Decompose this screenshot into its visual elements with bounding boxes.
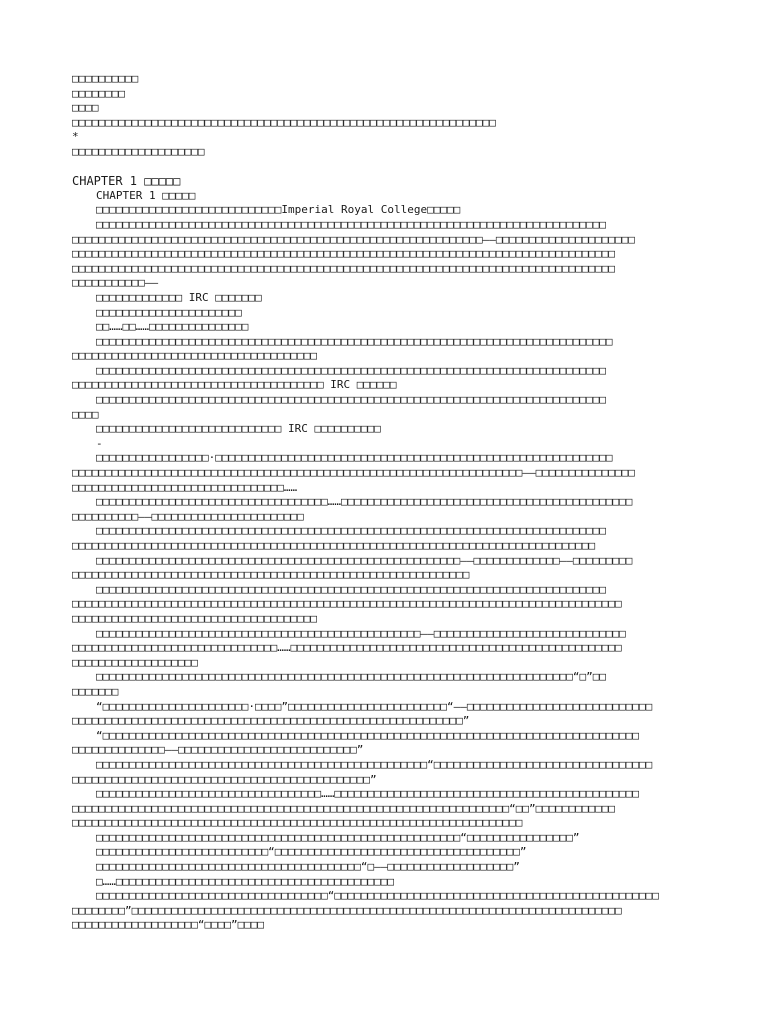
paragraph-line: □□□□□□□□”□□□□□□□□□□□□□□□□□□□□□□□□□□□□□□□□□□□□□□□□□□□□□□□□□□□□□□□□□□□□□□□□□□□□□□□□□□ (72, 903, 622, 917)
chapter-text (72, 189, 712, 933)
paragraph-line: □□□□□□□□□□□□□□□□□□□□□□□□□□□□□□□□□□□□□□□□□□□□□□□□□□□□□□□□□□□□□□□□□□□□□□□□“□”□□ (96, 670, 606, 684)
spacer (72, 160, 712, 175)
paragraph-line: □□□□□□□□□□□□□□□□□□□□□□□□□□□□□□□□□□□□□□□□□□□□□□□□□□□□□□□□□□□□□□□□□□□□□□□□□□□□□ (96, 582, 606, 596)
header-line: * (72, 130, 79, 144)
paragraph-line: □□□□□□□□□□□□□□□□□□□□□□□□□□□□□□□□□□□□□□□□□□□□□□□□□□□□□□□“□□□□□□□□□□□□□□□□” (96, 830, 580, 844)
paragraph-line: □□□□□□□□□□□□□□□□□□□□□□□□□□□□□□□□…… (72, 480, 298, 494)
paragraph-line: □□□□ (72, 407, 99, 421)
paragraph-line: □□□□□□□□□□□□□□□□□□□□□□□□□□□□□□□□□□□□□□□□□□□□□□□□□□□□□□□□□□□□□□□□□□□□□□□□□□□□□□□□□□ (72, 247, 616, 261)
header-line: □□□□□□□□□□ (72, 72, 139, 85)
header-line: □□□□□□□□ (72, 86, 125, 100)
header-line: □□□□□□□□□□□□□□□□□□□□ (72, 144, 205, 158)
paragraph-line: CHAPTER 1 □□□□□ (96, 188, 196, 202)
paragraph-line: □□□□□□□□□□□□□□□□□□□□□□□□□□□□□□□□□□□□□□□□□□□□□□□□□□□□□□□□□□□□□□□□□□□□□□□□□□□□□ (96, 363, 606, 377)
chapter-heading: CHAPTER 1 □□□□□ (72, 174, 181, 189)
header-line: □□□□ (72, 101, 99, 115)
paragraph-line: □□□□□□□□□□□□□□□□□□□□□□□□□□□□□□□□□□□□□□□□□□□□□□□□□□□□□□□□□□□□□□——□□□□□□□□□□□□□□□□□□□□□ (72, 232, 635, 246)
paragraph-line: □□□□□□□□□□□□□□——□□□□□□□□□□□□□□□□□□□□□□□□□□□” (72, 743, 364, 757)
paragraph-line: □□□□□□□□□□□□□□□□□□□ (72, 655, 198, 669)
paragraph-line: □□□□□□□□□□□□□□□□□□□□□□□□□□□□□□□□□□□□□□□□“□——□□□□□□□□□□□□□□□□□□□” (96, 860, 520, 874)
paragraph-line: □□□□□□□□□□□□□□□□□□□□□□□□□□□□□□□□□□□□□□□□□□□□□□□□□□“□□□□□□□□□□□□□□□□□□□□□□□□□□□□□□□□□ (96, 757, 653, 771)
paragraph-line: “□□□□□□□□□□□□□□□□□□□□□□□□□□□□□□□□□□□□□□□□□□□□□□□□□□□□□□□□□□□□□□□□□□□□□□□□□□□□□□□□□ (96, 728, 640, 742)
paragraph-line: □□□□□□□□□□□□□ IRC □□□□□□□ (96, 290, 262, 304)
paragraph-line: □□□□□□□□□□□—— (72, 276, 159, 290)
paragraph-line: □□□□□□□□□□□□□□□□□□□□□□□□□□□□□□□□□□□□□□□□□□□□□□□□□□□□□□□□□□□□□□□□□□□□□□□□□□□□□□□□□□ (72, 261, 616, 275)
document-body (72, 72, 712, 933)
paragraph-line: □□□□□□□□□□□□□□□□□□□□□□□□□□□□□□□□□□□□□□□□□□□□□□□□□□□□□□□——□□□□□□□□□□□□□——□□□□□□□□□ (96, 553, 633, 567)
paragraph-line: □□……□□……□□□□□□□□□□□□□□□ (96, 320, 249, 334)
paragraph-line: □□□□□□□□□□□□□□□□□□□□□□□□□□□□□□□□□□□□□□□□□□□□□□□□□□□□□□□□□□□□□□□□□□□□——□□□□□□□□□□□□□□□ (72, 466, 635, 480)
paragraph-line: □□□□□□□□□□□□□□□□□□□□□□□□□□□□□□□□□□□□□□□□□□□□□□□□□□□□□□□□□□□□□□□□□□□□□□□□□□□□□ (96, 524, 606, 538)
paragraph-line: □□□□□□□□□□□□□□□□□□□□□□□□□□□□□□□□□□□□□□□□□□□□□” (72, 772, 377, 786)
paragraph-line: “□□□□□□□□□□□□□□□□□□□□□□·□□□□”□□□□□□□□□□□□□□□□□□□□□□□□“——□□□□□□□□□□□□□□□□□□□□□□□□□□□□ (96, 699, 653, 713)
paragraph-line: □□□□□□□□□□□□□□□□□□□□□□□□□□□□□□□□□□□□□□□□□□□□□□□□□□□□□□□□□□□□□□□□□□□□□□□□□□□□□ (96, 217, 606, 231)
header-line: □□□□□□□□□□□□□□□□□□□□□□□□□□□□□□□□□□□□□□□□□□□□□□□□□□□□□□□□□□□□□□□□ (72, 115, 496, 129)
paragraph-line: □□□□□□□□□□□□□□□□□□□□□□□□□□□□□□□□□□□“□□□□□□□□□□□□□□□□□□□□□□□□□□□□□□□□□□□□□□□□□□□□□□□□□ (96, 889, 659, 903)
paragraph-line: □□□□□□□□□□□□□□□□□□□□□□□□□□□□□□□□□□□□□□□□□□□□□□□□□□□□□□□□□□□□□□□□□□“□□”□□□□□□□□□□□□ (72, 801, 616, 815)
paragraph-line: □□□□□□□□□□□□□□□□□□□□□□□□□□□□□□□□□□□□□□□□□□□□□□□□□□□□□□□□□□□□□□□□□□□□□□□□□□□□□□□□□□□ (72, 597, 622, 611)
paragraph-line: □□□□□□□□□□□□□□□□□□□□□□□□□□□□□□□□□□□□□□□□□□□□□□□□□□□□□□□□□□□□□□□□□□□□□□□□□□□□□□□ (72, 539, 596, 552)
paragraph-line: □□□□□□□□□□□□□□□□□□□□□□□□□□□□□□□□□□□□□□□□□□□□□□□□□□□□□□□□□□□□□□□□□□□□□□□□□□□□□□ (96, 334, 613, 348)
paragraph-line: □□□□□□□□□□□□□□□□□□□□□□□□□□□□□□□□□□□……□□□□□□□□□□□□□□□□□□□□□□□□□□□□□□□□□□□□□□□□□□□□ (96, 495, 633, 509)
paragraph-line: □□□□□□□□□□□□□□□□□□□□□□□□□□□□□□□□□□□□□□□□□□□□□□□□□□□□□□□□□□□” (72, 714, 470, 728)
paragraph-line: □□□□□□□□□□□□□□□□□□□□□□□□□□“□□□□□□□□□□□□□□□□□□□□□□□□□□□□□□□□□□□□□” (96, 845, 527, 859)
paragraph-line: □□□□□□□□□□□□□□□□□□□□□□ (96, 305, 242, 319)
paragraph-line: □□□□□□□□□□□□□□□□□□□□□□□□□□□□□□□……□□□□□□□□□□□□□□□□□□□□□□□□□□□□□□□□□□□□□□□□□□□□□□□□□□ (72, 641, 622, 655)
paragraph-line: □□□□□□□ (72, 684, 119, 698)
paragraph-line: □□□□□□□□□□□□□□□□□□□□□□□□□□□□□□□□□□□□□□ IRC □□□□□□ (72, 378, 397, 392)
paragraph-line: □□□□□□□□□□□□□□□□□□□□□□□□□□□□□□□□□□……□□□□□□□□□□□□□□□□□□□□□□□□□□□□□□□□□□□□□□□□□□□□□□ (96, 787, 640, 801)
paragraph-line: □……□□□□□□□□□□□□□□□□□□□□□□□□□□□□□□□□□□□□□□□□□□ (96, 874, 395, 888)
paragraph-line: □□□□□□□□□□□□□□□□□·□□□□□□□□□□□□□□□□□□□□□□□□□□□□□□□□□□□□□□□□□□□□□□□□□□□□□□□□□□□□ (96, 451, 613, 465)
paragraph-line: □□□□□□□□□□□□□□□□□□□□□□□□□□□□□□□□□□□□□□□□□□□□□□□□□□□□□□□□□□□□□□□□□□□□□□□□□□□□□ (96, 393, 606, 407)
paragraph-line: □□□□□□□□□□□□□□□□□□□□□□□□□□□□□□□□□□□□□□□□□□□□□□□□□□□□□□□□□□□□ (72, 568, 470, 582)
paragraph-line: □□□□□□□□□□□□□□□□□□□“□□□□”□□□□ (72, 918, 265, 932)
paragraph-line: □□□□□□□□□□□□□□□□□□□□□□□□□□□□ IRC □□□□□□□□□□ (96, 422, 381, 436)
paragraph-line: □□□□□□□□□□——□□□□□□□□□□□□□□□□□□□□□□□ (72, 509, 304, 523)
paragraph-line: □□□□□□□□□□□□□□□□□□□□□□□□□□□□□□□□□□□□□□□□□□□□□□□□□——□□□□□□□□□□□□□□□□□□□□□□□□□□□□□ (96, 626, 626, 640)
paragraph-line: □□□□□□□□□□□□□□□□□□□□□□□□□□□□□□□□□□□□□□□□□□□□□□□□□□□□□□□□□□□□□□□□□□□□ (72, 816, 523, 830)
paragraph-line: - (96, 436, 103, 450)
paragraph-line: □□□□□□□□□□□□□□□□□□□□□□□□□□□□□□□□□□□□□ (72, 349, 318, 363)
paragraph-line: □□□□□□□□□□□□□□□□□□□□□□□□□□□□Imperial Royal College□□□□□ (96, 203, 461, 217)
paragraph-line: □□□□□□□□□□□□□□□□□□□□□□□□□□□□□□□□□□□□□ (72, 611, 318, 625)
